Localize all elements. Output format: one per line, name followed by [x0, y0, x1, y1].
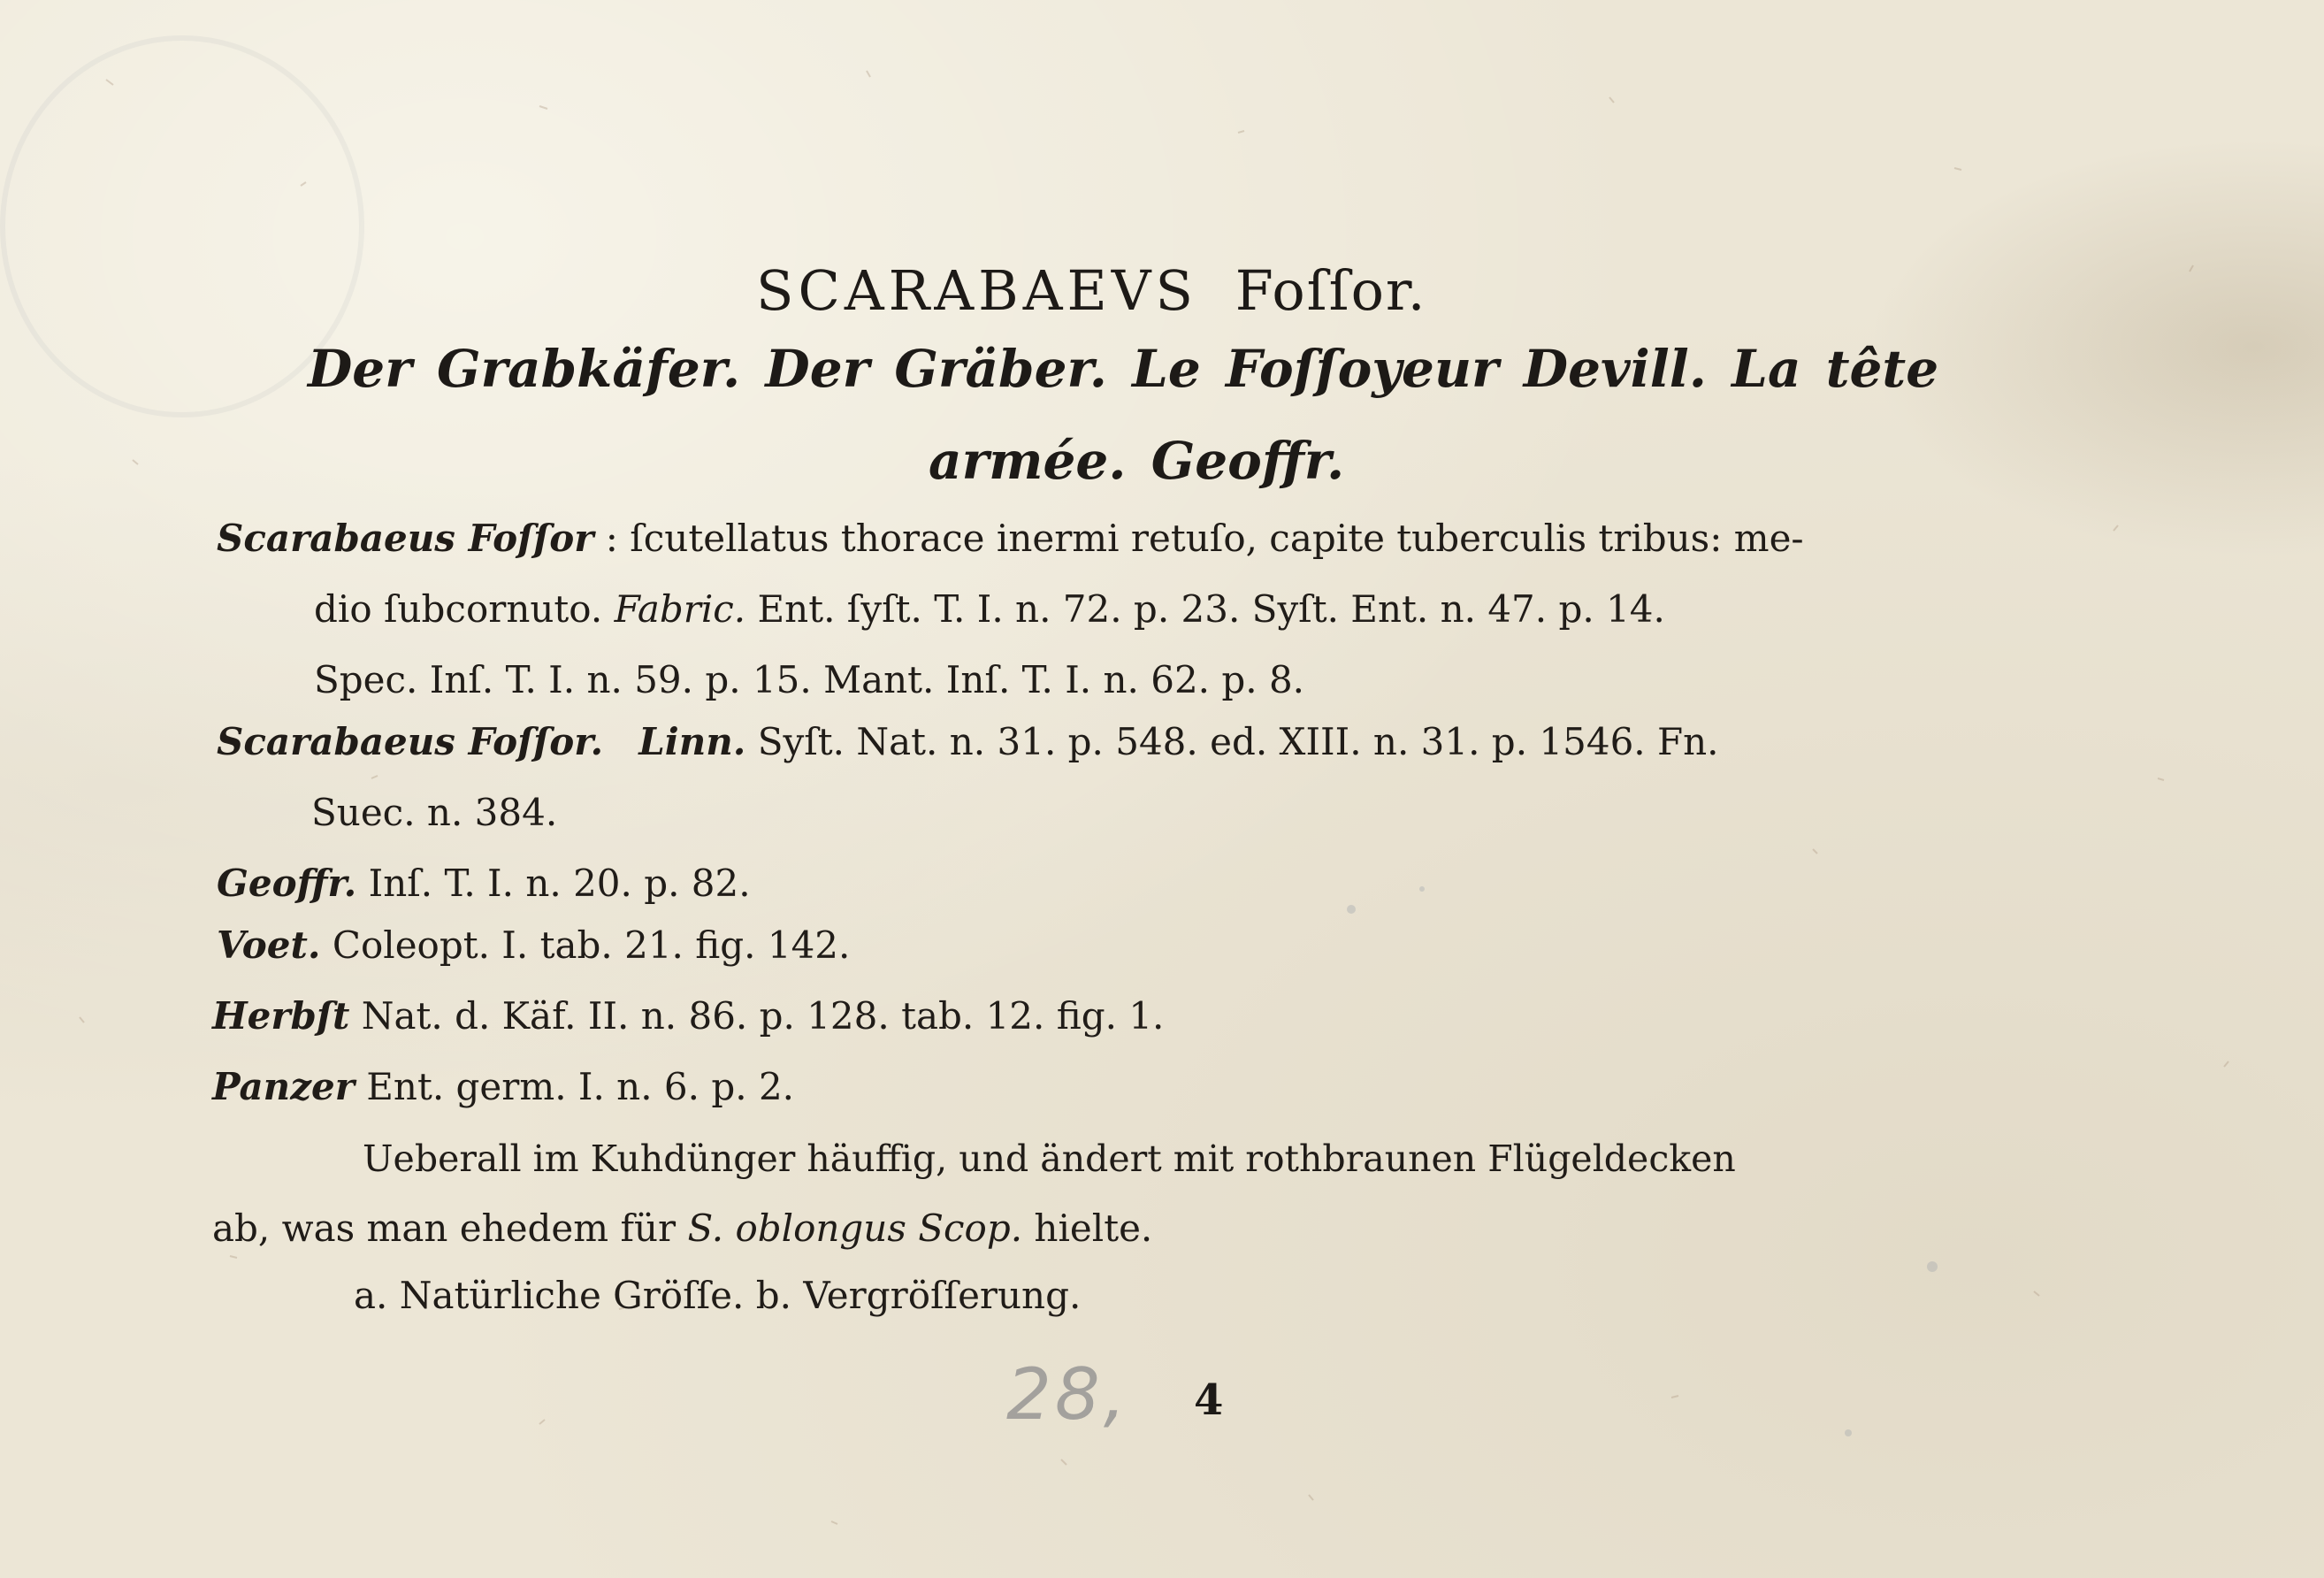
common-names-line-1: Der Grabkäfer. Der Gräber. Le Foſſoyeur Devill. La tête	[308, 339, 1939, 399]
description-text: hielte.	[1022, 1206, 1153, 1250]
reference-text: Coleopt. I. tab. 21. fig. 142.	[320, 923, 851, 967]
genus-name: SCARABAEVS	[756, 258, 1197, 323]
reference-text: Nat. d. Käf. II. n. 86. p. 128. tab. 12. fig. 1.	[349, 994, 1165, 1038]
figure-caption: a. Natürliche Gröſſe. b. Vergröſſerung.	[354, 1274, 1082, 1317]
reference-fabricius-line-2	[314, 587, 1665, 631]
description-text: ab, was man ehedem für	[212, 1206, 688, 1250]
reference-text: : ſcutellatus thorace inermi retuſo, capite tuberculis tribus: me-	[593, 517, 1804, 560]
reference-fabricius-line-1	[217, 517, 1804, 560]
reference-voet	[217, 923, 851, 967]
page-title	[756, 258, 1426, 323]
reference-author: Geoffr.	[217, 862, 357, 905]
common-names-line-2: armée. Geoffr.	[929, 431, 1345, 491]
reference-text: Ent. germ. I. n. 6. p. 2.	[354, 1065, 795, 1108]
reference-author: Scarabaeus Foſſor	[217, 517, 594, 560]
reference-text: Inſ. T. I. n. 20. p. 82.	[356, 862, 751, 905]
reference-panzer	[212, 1065, 795, 1108]
reference-text: Syſt. Nat. n. 31. p. 548. ed. XIII. n. 31. p. 1546. Fn.	[745, 720, 1719, 763]
reference-text: Suec. n. 384.	[311, 791, 558, 834]
page-number: 4	[1194, 1375, 1224, 1425]
reference-herbst	[212, 994, 1165, 1038]
reference-author: Herbſt	[212, 994, 350, 1038]
species-name: Foſſor.	[1235, 258, 1427, 323]
reference-author: Voet.	[217, 923, 321, 967]
reference-geoffroy	[217, 862, 751, 905]
reference-linnaeus-line-2	[311, 791, 558, 834]
reference-author: Linn.	[638, 720, 746, 763]
reference-text: Spec. Inſ. T. I. n. 59. p. 15. Mant. Inſ. T. I. n. 62. p. 8.	[314, 658, 1305, 701]
reference-linnaeus-line-1	[217, 720, 1719, 763]
species-reference: S. oblongus Scop.	[687, 1206, 1023, 1250]
pencil-annotation: 28,	[1006, 1353, 1130, 1436]
description-line-2	[212, 1206, 1153, 1250]
reference-text: Ent. ſyſt. T. I. n. 72. p. 23. Syſt. Ent. n. 47. p. 14.	[745, 587, 1665, 631]
description-line-1	[363, 1138, 1736, 1180]
description-text: Ueberall im Kuhdünger häuffig, und ändert mit rothbraunen Flügeldecken	[363, 1138, 1736, 1180]
reference-author: Scarabaeus Foſſor.	[217, 720, 604, 763]
reference-fabricius-line-3	[314, 658, 1305, 701]
reference-author: Panzer	[212, 1065, 355, 1108]
reference-text: dio ſubcornuto.	[314, 587, 615, 631]
reference-author: Fabric.	[614, 587, 746, 631]
